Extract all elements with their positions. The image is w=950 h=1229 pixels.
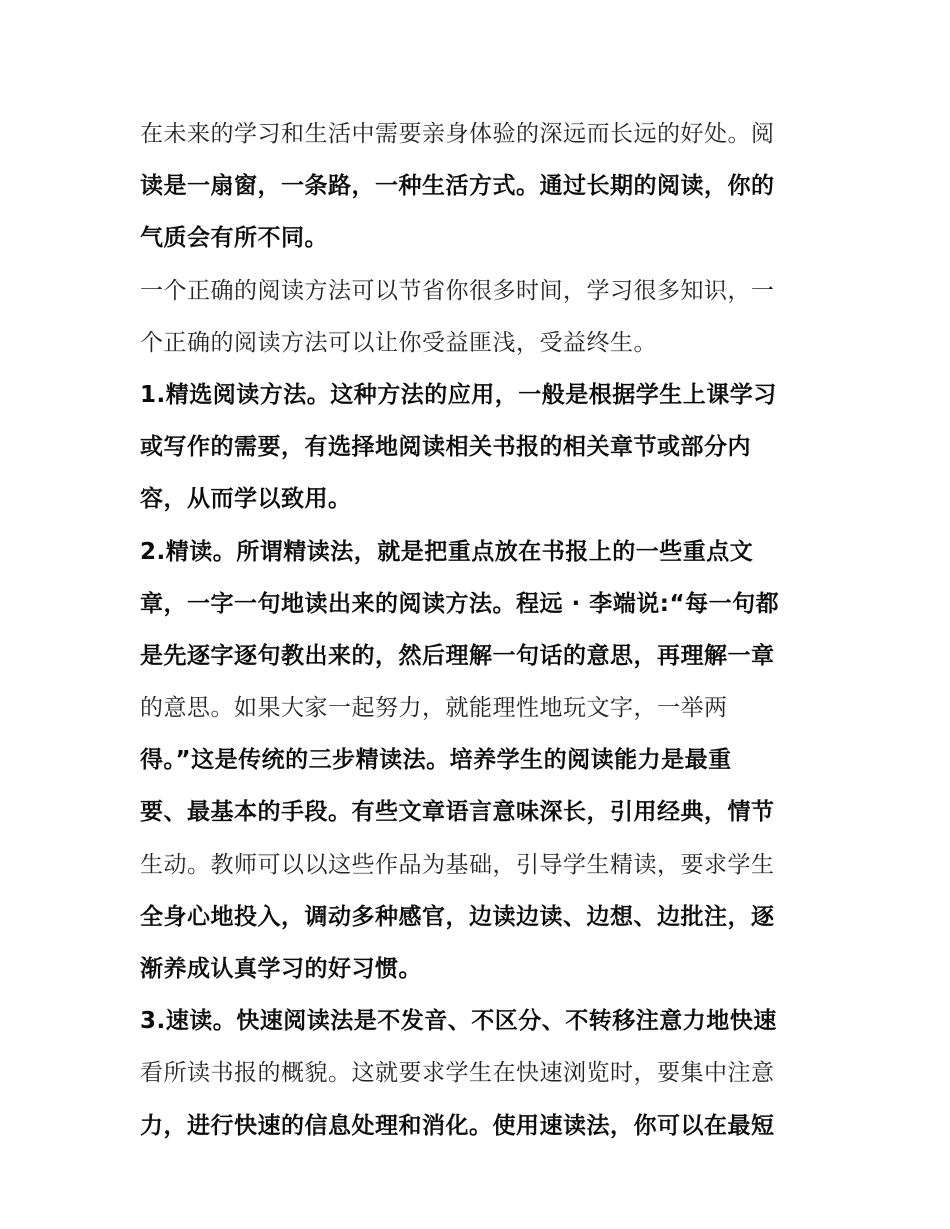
text-line: 生动。教师可以以这些作品为基础，引导学生精读，要求学生 xyxy=(140,851,775,878)
text-line: 容，从而学以致用。 xyxy=(140,486,352,513)
text-line: 个正确的阅读方法可以让你受益匪浅，受益终生。 xyxy=(140,329,657,356)
text-line: 2.精读。所谓精读法，就是把重点放在书报上的一些重点文 xyxy=(140,538,754,565)
text-line: 看所读书报的概貌。这就要求学生在快速浏览时，要集中注意 xyxy=(140,1060,775,1087)
text-line: 得。”这是传统的三步精读法。培养学生的阅读能力是最重 xyxy=(140,747,732,774)
text-line: 的意思。如果大家一起努力，就能理性地玩文字，一举两 xyxy=(140,695,728,722)
text-line: 是先逐字逐句教出来的，然后理解一句话的意思，再理解一章 xyxy=(140,642,775,669)
text-line: 气质会有所不同。 xyxy=(140,225,328,252)
text-line: 或写作的需要，有选择地阅读相关书报的相关章节或部分内 xyxy=(140,434,751,461)
text-line: 要、最基本的手段。有些文章语言意味深长，引用经典，情节 xyxy=(140,799,775,826)
text-line: 一个正确的阅读方法可以节省你很多时间，学习很多知识，一 xyxy=(140,277,775,304)
text-line: 在未来的学习和生活中需要亲身体验的深远而长远的好处。阅 xyxy=(140,121,775,147)
text-line: 全身心地投入，调动多种感官，边读边读、边想、边批注，逐 xyxy=(140,903,775,930)
text-line: 章，一字一句地读出来的阅读方法。程远 · 李端说:“每一句都 xyxy=(140,590,780,617)
text-line: 3.速读。快速阅读法是不发音、不区分、不转移注意力地快速 xyxy=(140,1008,777,1035)
body-text xyxy=(140,108,816,1152)
text-line: 1.精选阅读方法。这种方法的应用，一般是根据学生上课学习 xyxy=(140,381,777,408)
text-line: 读是一扇窗，一条路，一种生活方式。通过长期的阅读，你的 xyxy=(140,173,775,200)
text-line: 力，进行快速的信息处理和消化。使用速读法，你可以在最短 xyxy=(140,1112,775,1139)
text-line: 渐养成认真学习的好习惯。 xyxy=(140,956,422,982)
